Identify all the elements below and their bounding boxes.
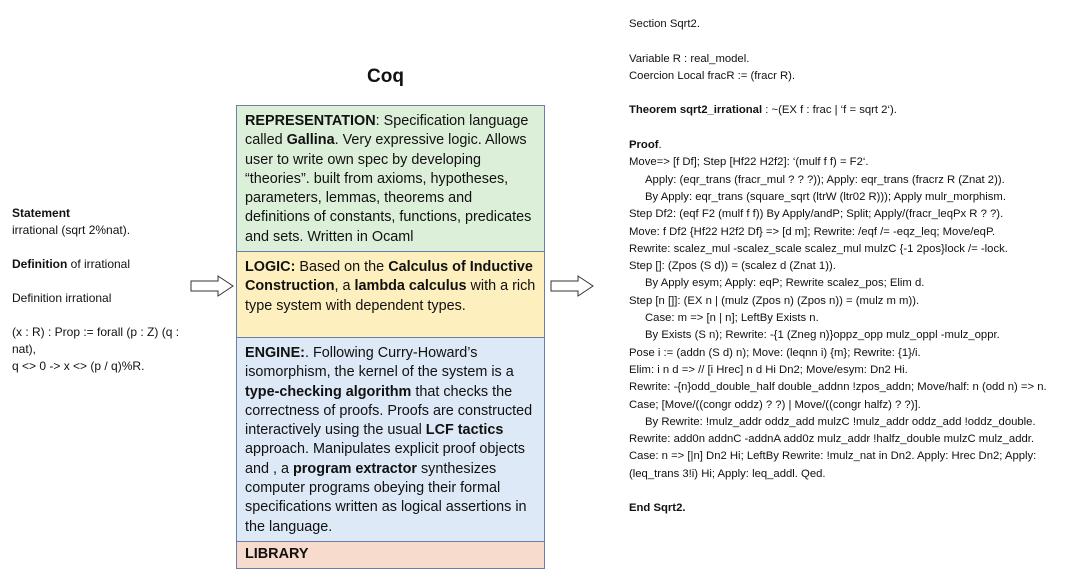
statement-panel [12, 205, 192, 375]
library-box [237, 542, 544, 568]
statement-label: Statement [12, 206, 71, 220]
proof-line: By Apply esym; Apply: eqP; Rewrite scalez_pos; Elim d. [645, 277, 925, 290]
proof-line: Case: n => [|n] Dn2 Hi; LeftBy Rewrite: !mulz_nat in Dn2. Apply: Hrec Dn2; Apply: (leq_trans 3!i) Hi; Apply: leq_addl. Qed. [629, 450, 1037, 480]
definition-irrational: Definition irrational [12, 291, 112, 305]
variable-line: Variable R : real_model. [629, 52, 750, 65]
proof-line: Move=> [f Df]; Step [Hf22 H2f2]: ‘(mulf f f) = F2‘. [629, 156, 869, 169]
section-line: Section Sqrt2. [629, 18, 700, 30]
right-arrow-icon [550, 275, 594, 297]
proof-line: Pose i := (addn (S d) n); Move: (leqnn i) {m}; Rewrite: {1}/i. [629, 346, 921, 359]
logic-box: LOGIC: Based on the Calculus of Inductive Construction, a lambda calculus with a rich type system with dependent types. [237, 252, 544, 338]
proof-line: Rewrite: -{n}odd_double_half double_addnn !zpos_addn; Move/half: n (odd n) => n. [629, 381, 1047, 394]
proof-heading: Proof. [629, 139, 662, 152]
coq-architecture-stack [236, 105, 545, 569]
theorem-line: Theorem sqrt2_irrational : ~(EX f : frac | ‘f = sqrt 2‘). [629, 104, 897, 117]
proof-line: Step []: (Zpos (S d)) = (scalez d (Znat 1)). [629, 260, 836, 273]
proof-line: Rewrite: add0n addnC -addnA add0z mulz_addr !halfz_double mulzC mulz_addr. [629, 433, 1035, 446]
proof-line: Apply: (eqr_trans (fracr_mul ? ? ?)); Apply: eqr_trans (fracrz R (Znat 2)). [645, 173, 1005, 186]
proof-line: Step [n []]: (EX n | (mulz (Zpos n) (Zpos n)) = (mulz m m)). [629, 294, 920, 307]
representation-box: REPRESENTATION: Specification language called Gallina. Very expressive logic. Allows user to write own spec by developing “theories”. built from axioms, hypotheses, parameters, lemmas, theorems and definitions of constants, functions, predicates and sets. Written in Ocaml [237, 106, 544, 252]
right-arrow-icon [190, 275, 234, 297]
proof-panel [629, 16, 1075, 518]
proof-line: By Apply: eqr_trans (square_sqrt (ltrW (ltr02 R))); Apply mulr_morphism. [645, 190, 1006, 203]
proof-line: By Exists (S n); Rewrite: -{1 (Zneg n)}oppz_opp mulz_oppl -mulz_oppr. [645, 329, 1000, 342]
definition-body: (x : R) : Prop := forall (p : Z) (q : nat), q <> 0 -> x <> (p / q)%R. [12, 325, 180, 373]
representation-heading: REPRESENTATION [245, 113, 376, 129]
proof-line: Rewrite: scalez_mul -scalez_scale scalez_mul mulzC {-1 2pos}lock /= -lock. [629, 242, 1008, 255]
definition-heading: Definition of irrational [12, 257, 131, 271]
proof-line: Case: m => [n | n]; LeftBy Exists n. [645, 312, 819, 325]
coercion-line: Coercion Local fracR := (fracr R). [629, 69, 796, 82]
library-heading: LIBRARY [245, 546, 309, 562]
proof-line: Step Df2: (eqf F2 (mulf f f)) By Apply/andP; Split; Apply/(fracr_leqPx R ? ?). [629, 208, 1004, 221]
proof-line: Case; [Move/((congr oddz) ? ?) | Move/((congr halfz) ? ?)]. [629, 398, 921, 411]
engine-box: ENGINE:. Following Curry-Howard’s isomorphism, the kernel of the system is a type-checking algorithm that checks the correctness of proofs. Proofs are constructed interactively using the usual LCF tactics approach. Manipulates explicit proof objects and , a program extractor synthesizes computer programs obeying their formal specifications written as logical assertions in the language. [237, 338, 544, 542]
proof-lines [629, 154, 1075, 483]
proof-line: By Rewrite: !mulz_addr oddz_add mulzC !mulz_addr oddz_add !oddz_double. [645, 415, 1036, 428]
statement-text: irrational (sqrt 2%nat). [12, 223, 131, 237]
logic-heading: LOGIC: [245, 259, 296, 275]
proof-line: Elim: i n d => // [i Hrec] n d Hi Dn2; Move/esym: Dn2 Hi. [629, 363, 908, 376]
end-line: End Sqrt2. [629, 502, 686, 515]
diagram-title: Coq [367, 66, 404, 87]
engine-heading: ENGINE: [245, 345, 305, 361]
proof-line: Move: f Df2 {Hf22 H2f2 Df} => [d m]; Rewrite: /eqf /= -eqz_leq; Move/eqP. [629, 225, 996, 238]
